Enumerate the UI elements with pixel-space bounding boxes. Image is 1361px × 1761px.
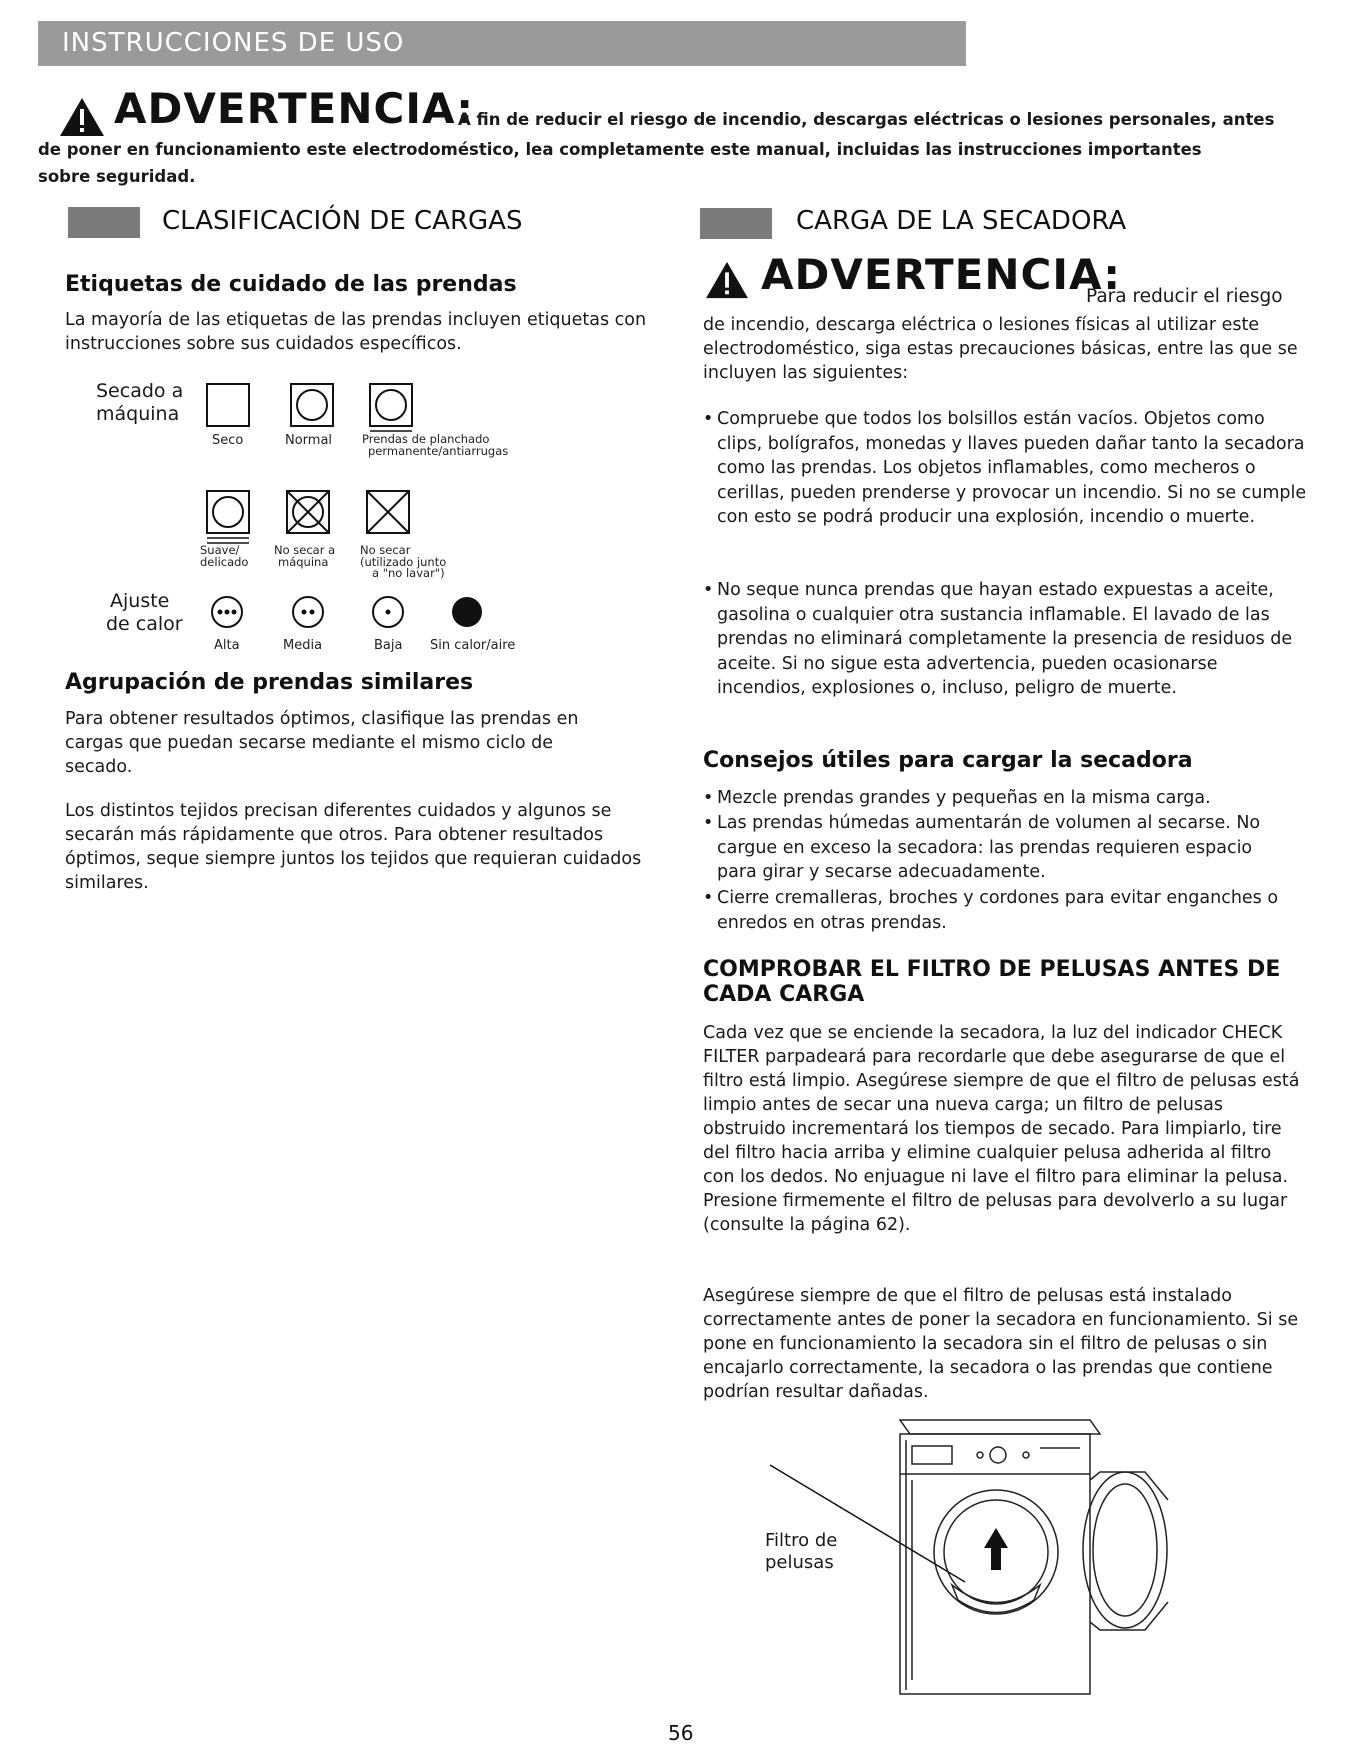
label-no-secar-maquina — [274, 545, 335, 568]
filter-heading-2: CADA CARGA — [703, 982, 865, 1007]
label-perm-2: permanente/antiarrugas — [368, 443, 509, 458]
top-warning-line2: de poner en funcionamiento este electrodoméstico, lea completamente este manual, incluidas las instrucciones importantes — [38, 140, 1202, 159]
label-alta: Alta — [214, 638, 240, 653]
label-no-secar — [360, 545, 446, 580]
filter-callout-2: pelusas — [765, 1552, 834, 1573]
filter-heading — [703, 957, 1280, 1007]
normal-symbol-icon — [290, 383, 334, 427]
warning-bullet-1: • Compruebe que todos los bolsillos están vacíos. Objetos como clips, bolígrafos, monedas y llaves pueden dañar tanto la secadora como las prendas. Los objetos inflamables, como mecheros o cerillas, pueden prenderse y provocar un incendio. Si no se cumple con esto se podrá producir una explosión, incendio o muerte. — [703, 407, 1307, 530]
section-title-carga: CARGA DE LA SECADORA — [796, 206, 1127, 236]
heat-label-1: Ajuste — [110, 590, 170, 612]
tip-item-2: • Las prendas húmedas aumentarán de volumen al secarse. No cargue en exceso la secadora: las prendas requieren espacio para girar y secarse adecuadamente. — [703, 811, 1297, 885]
medium-heat-icon — [291, 595, 325, 629]
section-bar-left — [68, 207, 140, 238]
filter-heading-1: COMPROBAR EL FILTRO DE PELUSAS ANTES DE — [703, 957, 1281, 982]
care-labels-heading: Etiquetas de cuidado de las prendas — [65, 272, 517, 297]
label-nosecar-3: a "no lavar") — [372, 566, 445, 580]
label-perm-press — [362, 434, 508, 457]
machine-dry-label-1: Secado a — [96, 380, 184, 402]
do-not-dry-symbol-icon — [366, 490, 410, 534]
label-sin-calor: Sin calor/aire — [430, 638, 516, 653]
filter-paragraph-2: Asegúrese siempre de que el filtro de pelusas está instalado correctamente antes de poner la secadora en funcionamiento. Si se pone en funcionamiento la secadora sin el filtro de pelusas o sin encajarlo correctamente, la secadora o las prendas que contiene podrían resultar dañadas. — [703, 1286, 1299, 1402]
high-heat-icon — [210, 595, 244, 629]
label-normal: Normal — [285, 433, 333, 448]
heat-label-2: de calor — [106, 613, 183, 635]
grouping-paragraph-1: Para obtener resultados óptimos, clasifique las prendas en cargas que puedan secarse mediante el mismo ciclo de secado. — [65, 709, 579, 777]
top-warning-line3: sobre seguridad. — [38, 167, 196, 186]
warning-triangle-icon — [704, 260, 750, 300]
warning-triangle-icon — [58, 96, 106, 138]
right-warning-text: de incendio, descarga eléctrica o lesiones físicas al utilizar este electrodoméstico, siga estas precauciones básicas, entre las que se incluyen las siguientes: — [703, 315, 1298, 383]
do-not-tumble-dry-symbol-icon — [286, 490, 330, 534]
filter-callout — [765, 1530, 837, 1574]
label-suave — [200, 545, 248, 568]
top-warning-lead: A fin de reducir el riesgo de incendio, descargas eléctricas o lesiones personales, antes — [458, 110, 1275, 129]
label-nosecar-1: No secar — [360, 543, 411, 557]
seco-symbol-icon — [206, 383, 250, 427]
right-warning-lead: Para reducir el riesgo — [1086, 286, 1283, 307]
machine-dry-label-2: máquina — [96, 403, 180, 425]
top-warning-word: ADVERTENCIA: — [114, 84, 475, 133]
grouping-heading: Agrupación de prendas similares — [65, 670, 474, 695]
care-labels-text: La mayoría de las etiquetas de las prendas incluyen etiquetas con instrucciones sobre sus cuidados específicos. — [65, 310, 647, 354]
section-title-clasificacion: CLASIFICACIÓN DE CARGAS — [162, 206, 523, 236]
no-heat-icon — [450, 595, 484, 629]
label-perm-1: Prendas de planchado — [362, 432, 490, 446]
filter-paragraph-1: Cada vez que se enciende la secadora, la luz del indicador CHECK FILTER parpadeará para recordarle que debe asegurarse de que el filtro está limpio. Asegúrese siempre de que el filtro de pelusas está limpio antes de secar una nueva carga; un filtro de pelusas obstruido incrementará los tiempos de secado. Para limpiarlo, tire del filtro hacia arriba y elimine cualquier pelusa adherida al filtro con los dedos. No enjuague ni lave el filtro para eliminar la pelusa. Presione firmemente el filtro de pelusas para devolverlo a su lugar (consulte la página 62). — [703, 1023, 1300, 1235]
label-suave-2: delicado — [200, 554, 249, 569]
page-number: 56 — [668, 1721, 694, 1745]
label-media: Media — [283, 638, 323, 653]
permanent-press-symbol-icon — [369, 383, 413, 435]
tips-heading: Consejos útiles para cargar la secadora — [703, 748, 1193, 773]
label-nosec-1: No secar a — [274, 543, 336, 557]
header-banner — [38, 21, 966, 66]
tip-item-1: • Mezcle prendas grandes y pequeñas en la misma carga. — [703, 786, 1327, 811]
machine-dry-label — [96, 380, 183, 426]
label-nosecar-2: (utilizado junto — [360, 554, 447, 569]
banner-title: INSTRUCCIONES DE USO — [62, 28, 405, 58]
right-warning-word: ADVERTENCIA: — [761, 250, 1122, 299]
section-bar-right — [700, 208, 772, 239]
label-suave-1: Suave/ — [200, 543, 240, 557]
delicate-symbol-icon — [206, 490, 250, 546]
heat-setting-label — [106, 590, 183, 636]
filter-callout-1: Filtro de — [765, 1530, 838, 1551]
low-heat-icon — [371, 595, 405, 629]
label-nosec-2: máquina — [278, 554, 329, 569]
grouping-paragraph-2: Los distintos tejidos precisan diferentes cuidados y algunos se secarán más rápidamente que otros. Para obtener resultados óptimos, seque siempre juntos los tejidos que requieran cuidados similares. — [65, 801, 642, 893]
tip-item-3: • Cierre cremalleras, broches y cordones para evitar enganches o enredos en otras prendas. — [703, 886, 1297, 935]
label-seco: Seco — [212, 433, 244, 448]
label-baja: Baja — [374, 638, 403, 653]
warning-bullet-2: • No seque nunca prendas que hayan estado expuestas a aceite, gasolina o cualquier otra sustancia inflamable. El lavado de las prendas no eliminará completamente la presencia de residuos de aceite. Si no sigue esta advertencia, pueden ocasionarse incendios, explosiones o, incluso, peligro de muerte. — [703, 578, 1307, 701]
